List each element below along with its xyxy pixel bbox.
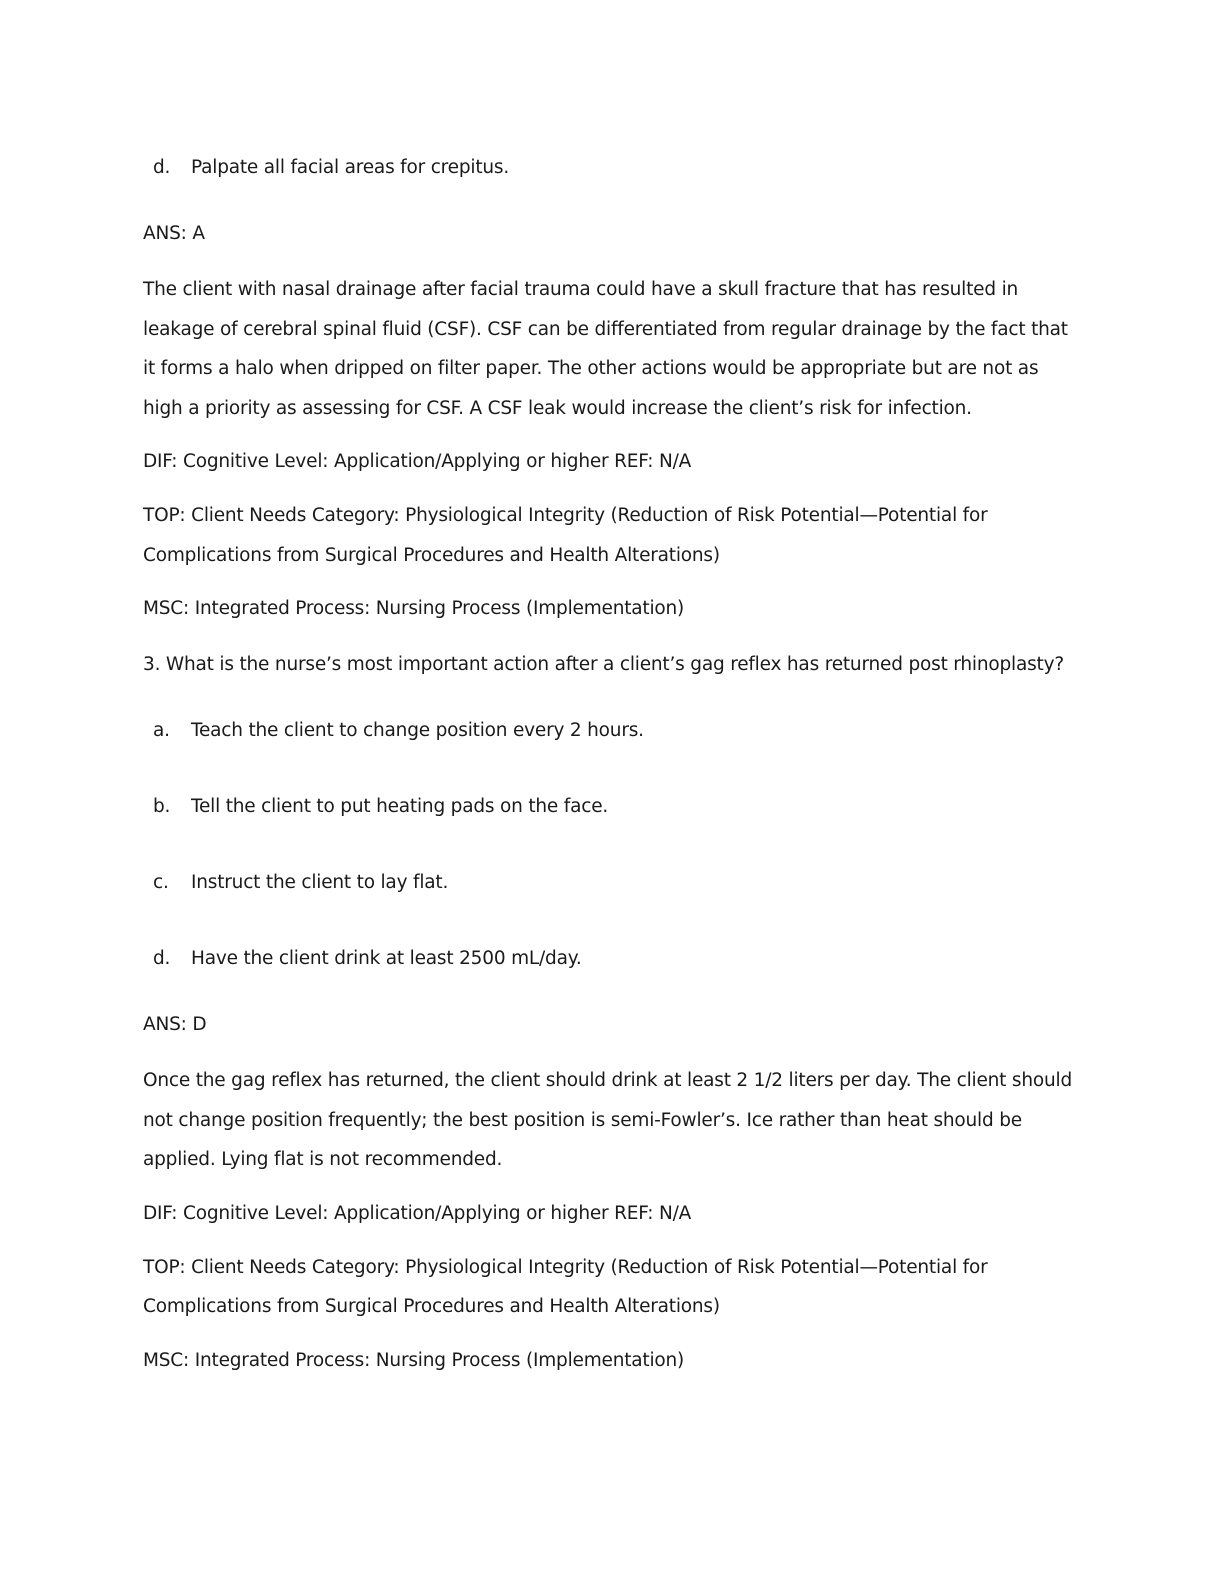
q3-option-b — [143, 789, 1083, 825]
q3-question: 3. What is the nurse’s most important action after a client’s gag reflex has returned post rhinoplasty? — [143, 654, 1064, 675]
option-text: Instruct the client to lay flat. — [191, 872, 449, 893]
option-letter: c. — [153, 872, 169, 893]
q3-top: TOP: Client Needs Category: Physiological Integrity (Reduction of Risk Potential—Potential for Complications from Surgical Procedures and Health Alterations) — [143, 1256, 988, 1317]
option-text: Tell the client to put heating pads on the face. — [191, 796, 609, 817]
option-letter: d. — [153, 157, 171, 178]
option-letter: a. — [153, 720, 170, 741]
q3-option-d — [143, 941, 1083, 977]
q2-dif: DIF: Cognitive Level: Application/Applying or higher REF: N/A — [143, 451, 692, 472]
option-letter: b. — [153, 796, 171, 817]
q2-rationale: The client with nasal drainage after facial trauma could have a skull fracture that has resulted in leakage of cerebral spinal fluid (CSF). CSF can be differentiated from regular drainage by the fact that it forms a halo when dripped on filter paper. The other actions would be appropriate but are not as high a priority as assessing for CSF. A CSF leak would increase the client’s risk for infection. — [143, 279, 1068, 419]
q2-msc: MSC: Integrated Process: Nursing Process (Implementation) — [143, 598, 685, 619]
q3-answer: ANS: D — [143, 1014, 207, 1035]
option-text: Teach the client to change position every 2 hours. — [191, 720, 644, 741]
option-text: Have the client drink at least 2500 mL/day. — [191, 948, 582, 969]
page-content — [143, 150, 1083, 1379]
q3-option-c — [143, 865, 1083, 901]
option-text: Palpate all facial areas for crepitus. — [191, 157, 510, 178]
q3-rationale: Once the gag reflex has returned, the client should drink at least 2 1/2 liters per day. The client should not change position frequently; the best position is semi-Fowler’s. Ice rather than heat should be applied. Lying flat is not recommended. — [143, 1070, 1073, 1170]
q3-msc: MSC: Integrated Process: Nursing Process (Implementation) — [143, 1349, 685, 1371]
q2-answer: ANS: A — [143, 223, 205, 244]
option-letter: d. — [153, 948, 171, 969]
q2-option-d — [143, 150, 1083, 186]
q3-option-a — [143, 713, 1083, 749]
q3-dif: DIF: Cognitive Level: Application/Applying or higher REF: N/A — [143, 1202, 692, 1224]
q2-top: TOP: Client Needs Category: Physiological Integrity (Reduction of Risk Potential—Potential for Complications from Surgical Procedures and Health Alterations) — [143, 505, 988, 566]
